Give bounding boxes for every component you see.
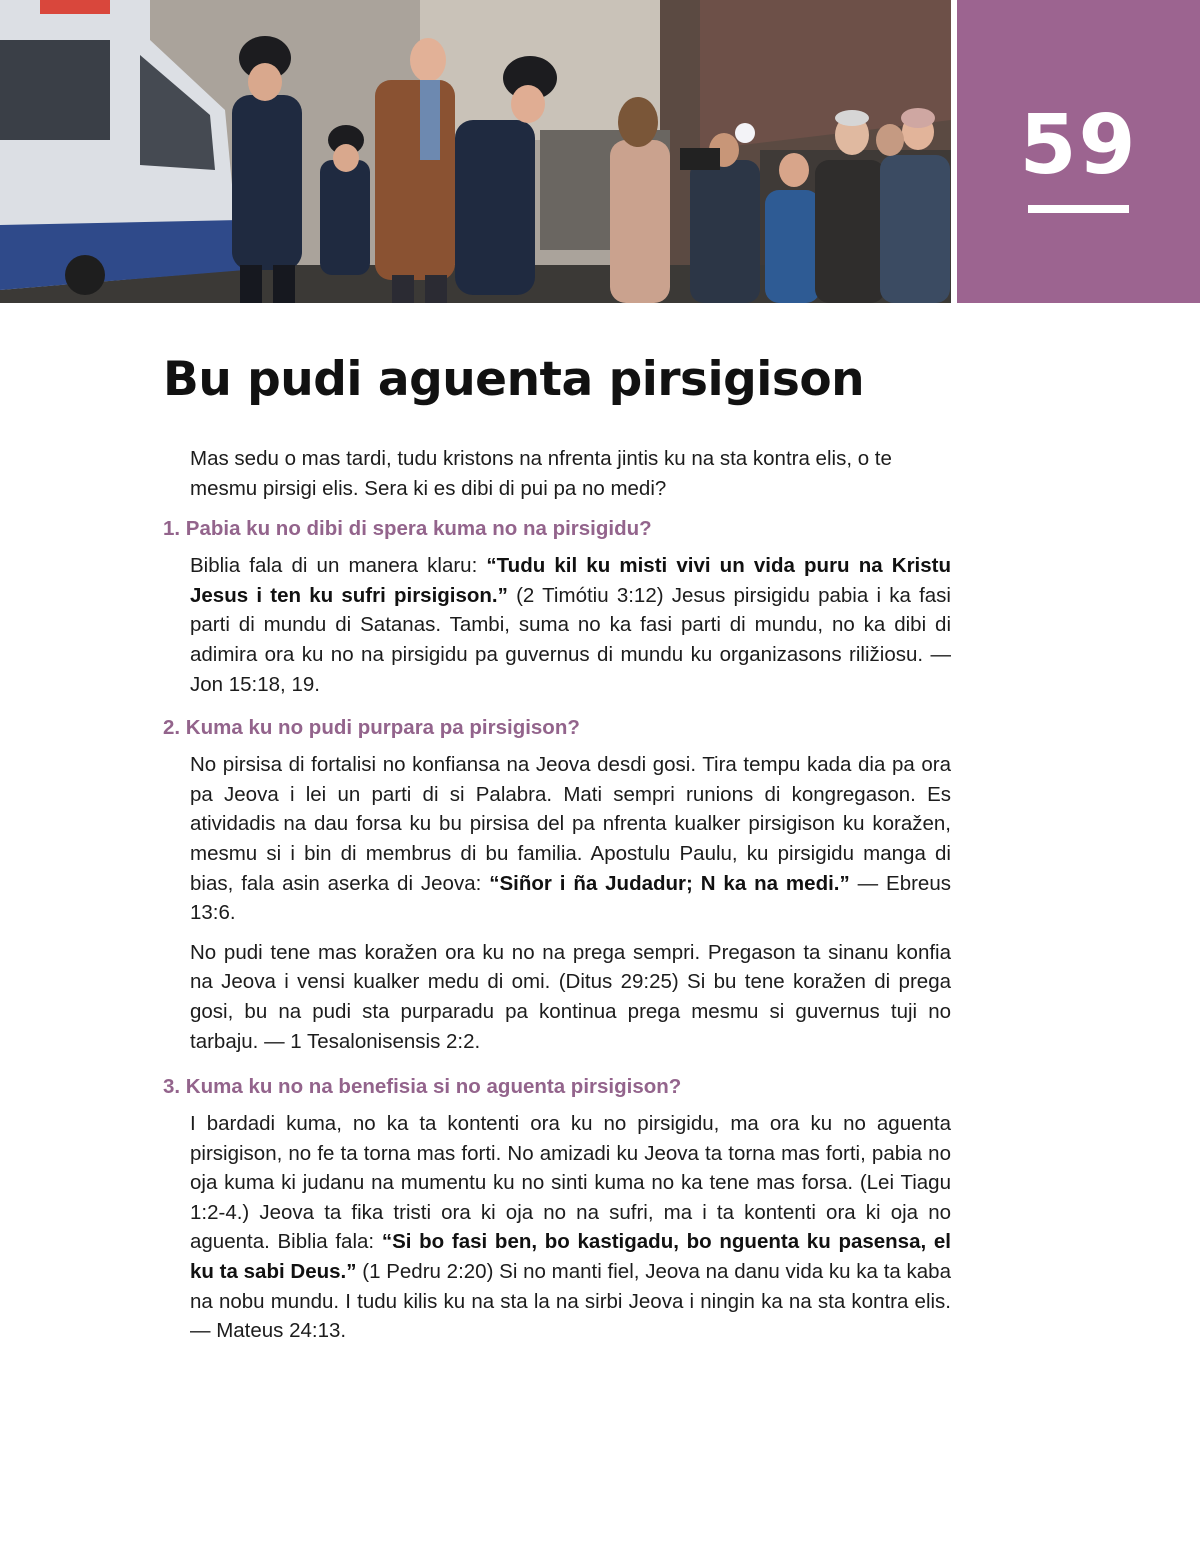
answer-3-paragraph	[190, 1109, 951, 1346]
lesson-number: 59	[1019, 98, 1138, 193]
question-3: 3. Kuma ku no na benefisia si no aguenta pirsigison?	[163, 1075, 682, 1099]
answer-2-paragraph-2	[190, 938, 951, 1056]
intro-paragraph: Mas sedu o mas tardi, tudu kristons na nfrenta jintis ku na sta kontra elis, o te mesmu pirsigi elis. Sera ki es dibi di pui pa no medi?	[190, 447, 892, 500]
text-span: No pirsisa di fortalisi no konfiansa na Jeova desdi gosi. Tira tempu kada dia pa ora pa Jeova i lei un parti di si Palabra. Mati sempri runions di kongregason. Es atividadis na dau forsa ku bu pirsisa del pa nfrenta kualker pirsigison ku koražen, mesmu si i bin di membrus di bu familia. Apostulu Paulu, ku pirsigidu manga di bias, fala asin aserka di Jeova:	[190, 753, 951, 895]
page-title: Bu pudi aguenta pirsigison	[163, 352, 865, 407]
scripture-quote: “Siñor i ña Judadur; N ka na medi.”	[489, 871, 850, 895]
question-1: 1. Pabia ku no dibi di spera kuma no na pirsigidu?	[163, 517, 652, 541]
text-span: (2 Timótiu 3:12) Jesus pirsigidu pabia i ka fasi parti di mundu di Satanas. Tambi, suma no ka fasi parti di mundu, no ka dibi di adimira ora ku no na pirsigidu pa guvernus di mundu ku organizasons riližiosu. — Jon 15:18, 19.	[190, 583, 951, 696]
lesson-number-block	[957, 0, 1200, 303]
text-span: Biblia fala di un manera klaru:	[190, 554, 487, 578]
text-span: (1 Pedru 2:20) Si no manti fiel, Jeova na danu vida ku ka ta kaba na nobu mundu. I tudu kilis ku na sta la na sirbi Jeova i ningin ka na sta kontra elis. — Mateus 24:13.	[190, 1260, 951, 1343]
lesson-number-underline	[1028, 205, 1129, 213]
text-span: — Ebreus 13:6.	[190, 871, 951, 925]
question-2: 2. Kuma ku no pudi purpara pa pirsigison?	[163, 716, 580, 740]
answer-1-paragraph	[190, 551, 951, 699]
answer-2-paragraph-1	[190, 750, 951, 928]
text-span: No pudi tene mas koražen ora ku no na prega sempri. Pregason ta sinanu konfia na Jeova i vensi kualker medu di omi. (Ditus 29:25) Si bu tene koražen di prega gosi, bu na pudi sta purparadu pa kontinua prega mesmu si guvernus tuji no tarbaju. — 1 Tesalonisensis 2:2.	[190, 940, 951, 1053]
scripture-quote: “Tudu kil ku misti vivi un vida puru na Kristu Jesus i ten ku sufri pirsigison.”	[190, 554, 951, 607]
lesson-content	[163, 444, 951, 1356]
text-span: I bardadi kuma, no ka ta kontenti ora ku no pirsigidu, ma ora ku no aguenta pirsigison, no fe ta torna mas forti. No amizadi ku Jeova ta torna mas forti, pabia no oja kuma ki judanu na mumentu ku no sinti kuma no ka tene mas forsa. (Lei Tiagu 1:2-4.) Jeova ta fika tristi ora ki oja no na sufri, ma i ta kontenti ora ki oja no aguenta. Biblia fala:	[190, 1112, 951, 1254]
header-photo	[0, 0, 951, 303]
scripture-quote: “Si bo fasi ben, bo kastigadu, bo nguenta ku pasensa, el ku ta sabi Deus.”	[190, 1230, 951, 1284]
photo-image	[0, 0, 951, 303]
